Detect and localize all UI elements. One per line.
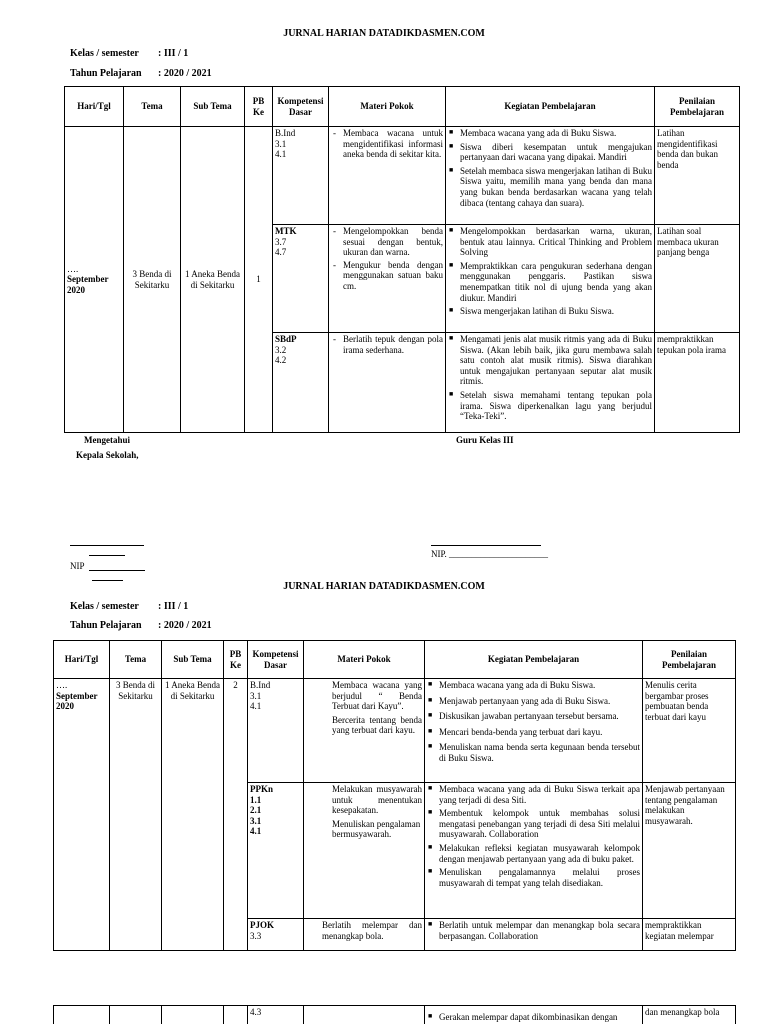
- list-item: ■ Menjawab pertanyaan yang ada di Buku Siswa.: [427, 696, 640, 707]
- kd-subject: B.Ind: [250, 680, 271, 690]
- kd-codes: 3.7 4.7: [275, 236, 287, 258]
- class-label: Kelas / semester: [70, 601, 139, 612]
- kd-subject: PJOK: [250, 920, 274, 930]
- list-item: ■ Diskusikan jawaban pertanyaan tersebut bersama.: [427, 711, 640, 722]
- header-penilaian: Penilaian Pembelajaran: [655, 87, 740, 127]
- kd-subject: MTK: [275, 226, 297, 236]
- header-materi: Materi Pokok: [329, 87, 446, 127]
- table-row: [54, 1006, 736, 1024]
- kegiatan-cell: [446, 333, 655, 433]
- subtheme-cell: 1 Aneka Benda di Sekitarku: [181, 127, 245, 433]
- year-label: Tahun Pelajaran: [70, 68, 142, 79]
- class-value: : III / 1: [158, 48, 189, 59]
- list-item: ■ Menuliskan nama benda serta kegunaan benda tersebut di Buku Siswa.: [427, 742, 640, 763]
- theme-cell: 3 Benda di Sekitarku: [110, 679, 162, 951]
- kd-codes: 1.1 2.1 3.1 4.1: [250, 794, 262, 837]
- day-month: September 2020: [67, 274, 109, 295]
- pb-cell: 1: [245, 127, 273, 433]
- kd-codes: 3.3: [250, 930, 262, 941]
- journal1-year-row: [70, 68, 270, 80]
- header-day: Hari/Tgl: [54, 641, 110, 679]
- header-subtheme: Sub Tema: [181, 87, 245, 127]
- penilaian-cell: Latihan mengidentifikasi benda dan bukan benda: [655, 127, 740, 225]
- day-prefix: ….: [56, 680, 68, 690]
- kegiatan-cell: [425, 783, 643, 919]
- materi-line: Menuliskan pengalaman bermusyawarah.: [332, 818, 421, 840]
- list-item: ■ Siswa diberi kesempatan untuk mengajukan pertanyaan dari wacana yang dipakai. Mandiri: [448, 142, 652, 163]
- kd-cell: [248, 679, 304, 783]
- journal1-title: JURNAL HARIAN DATADIKDASMEN.COM: [283, 28, 485, 39]
- list-item: ■ Membaca wacana yang ada di Buku Siswa terkait apa yang terjadi di desa Siti.: [427, 784, 640, 805]
- header-kd: Kompetensi Dasar: [273, 87, 329, 127]
- penilaian-cell: Menulis cerita bergambar proses pembuatan benda terbuat dari kayu: [643, 679, 736, 783]
- day-cell: [65, 127, 124, 433]
- list-item: ■ Mencari benda-benda yang terbuat dari kayu.: [427, 727, 640, 738]
- class-value: : III / 1: [158, 601, 189, 612]
- kd-cell: [248, 919, 304, 951]
- day-month: September 2020: [56, 690, 98, 712]
- table-row: [54, 679, 736, 783]
- sign-right: Guru Kelas III: [456, 435, 514, 445]
- header-day: Hari/Tgl: [65, 87, 124, 127]
- kd-codes: 3.1 4.1: [275, 138, 287, 160]
- materi-cell: [304, 679, 425, 783]
- header-kd: Kompetensi Dasar: [248, 641, 304, 679]
- header-row: [65, 87, 740, 127]
- header-subtheme: Sub Tema: [162, 641, 224, 679]
- header-theme: Tema: [110, 641, 162, 679]
- year-value: : 2020 / 2021: [158, 68, 212, 79]
- list-item: - Membaca wacana untuk mengidentifikasi informasi aneka benda di sekitar kita.: [331, 128, 443, 160]
- kd-codes: 3.2 4.2: [275, 344, 287, 366]
- kegiatan-cell: [425, 919, 643, 951]
- materi-line: Bercerita tentang benda yang terbuat dari kayu.: [332, 714, 422, 736]
- pb-cell: 2: [224, 679, 248, 951]
- nip-right: NIP. ______________________: [431, 549, 549, 559]
- header-materi: Materi Pokok: [304, 641, 425, 679]
- kd-cell: [273, 225, 329, 333]
- materi-cell: [304, 919, 425, 951]
- kegiatan-cell: [425, 1006, 643, 1024]
- materi-cell: [329, 225, 446, 333]
- kd-subject: B.Ind: [275, 128, 296, 138]
- journal1-table: [64, 86, 740, 433]
- penilaian-cell: Latihan soal membaca ukuran panjang benga: [655, 225, 740, 333]
- penilaian-cell: mempraktikkan tepukan pola irama: [655, 333, 740, 433]
- day-cell: [54, 1006, 110, 1024]
- pb-cell: [224, 1006, 248, 1024]
- list-item: ■ Membaca wacana yang ada di Buku Siswa.: [448, 128, 652, 139]
- journal2-continuation-table: [53, 1005, 736, 1024]
- kegiatan-cell: [446, 225, 655, 333]
- list-item: ■ Berlatih untuk melempar dan menangkap bola secara berpasangan. Collaboration: [427, 920, 640, 941]
- journal2-year-row: [70, 620, 270, 632]
- day-cell: [54, 679, 110, 951]
- kd-cell: [273, 333, 329, 433]
- year-value: : 2020 / 2021: [158, 620, 212, 631]
- journal2-table: [53, 640, 736, 951]
- signature-line: [89, 570, 145, 571]
- materi-line: Berlatih melempar dan menangkap bola.: [322, 920, 422, 941]
- journal1-class-row: [70, 48, 270, 60]
- materi-line: Membaca wacana yang berjudul “ Benda Terbuat dari Kayu”.: [332, 680, 422, 712]
- theme-cell: [110, 1006, 162, 1024]
- list-item: ■ Setelah membaca siswa mengerjakan latihan di Buku Siswa yaitu, memilih mana yang benda dan mana yang bukan benda berdasarkan wacana yang telah dibaca (tentang cahaya dan suara).: [448, 166, 652, 208]
- list-item: ■ Membaca wacana yang ada di Buku Siswa.: [427, 680, 640, 691]
- header-penilaian: Penilaian Pembelajaran: [643, 641, 736, 679]
- list-item: ■ Siswa mengerjakan latihan di Buku Siswa.: [448, 306, 652, 317]
- day-prefix: ….: [67, 263, 79, 274]
- kd-cell: [248, 783, 304, 919]
- kd-codes: 4.3: [250, 1007, 262, 1017]
- signature-line: [431, 545, 541, 546]
- materi-cell: [329, 127, 446, 225]
- materi-line: Melakukan musyawarah untuk menentukan kesepakatan.: [332, 784, 422, 816]
- header-theme: Tema: [124, 87, 181, 127]
- kegiatan-cell: [446, 127, 655, 225]
- table-row: [65, 127, 740, 225]
- kd-codes: 3.1 4.1: [250, 690, 262, 712]
- sign-left-2: Kepala Sekolah,: [76, 450, 139, 460]
- list-item: ■ Membentuk kelompok untuk membahas solusi mengatasi penebangan yang terjadi di desa Siti melalui musyawarah. Collaboration: [427, 808, 640, 840]
- penilaian-cell: mempraktikkan kegiatan melempar: [643, 919, 736, 951]
- kd-cell: [248, 1006, 304, 1024]
- kd-subject: PPKn: [250, 784, 274, 794]
- list-item: - Mengukur benda dengan menggunakan satuan baku cm.: [331, 260, 443, 292]
- class-label: Kelas / semester: [70, 48, 139, 59]
- list-item: ■ Mengamati jenis alat musik ritmis yang ada di Buku Siswa. (Akan lebih baik, jika guru membawa salah satu contoh alat musik ritmis). Siswa diarahkan untuk mengajukan pertanyaan seputar alat musik ritmis.: [448, 334, 652, 387]
- list-item: ■ Menuliskan pengalamannya melalui proses musyawarah di tempat yang telah disediakan.: [427, 867, 640, 888]
- list-item: ■ Setelah siswa memahami tentang tepukan pola irama. Siswa diperkenalkan lagu yang berjudul “Teka-Teki”.: [448, 390, 652, 422]
- header-kegiatan: Kegiatan Pembelajaran: [446, 87, 655, 127]
- list-item: - Mengelompokkan benda sesuai dengan bentuk, ukuran dan warna.: [331, 226, 443, 258]
- materi-cell: [304, 1006, 425, 1024]
- subtheme-cell: [162, 1006, 224, 1024]
- header-pb: PB Ke: [224, 641, 248, 679]
- theme-cell: 3 Benda di Sekitarku: [124, 127, 181, 433]
- header-pb: PB Ke: [245, 87, 273, 127]
- nip-left: NIP: [70, 561, 85, 571]
- list-item: ■ Melakukan refleksi kegiatan musyawarah kelompok dengan menjawab pertanyaan yang ada di buku paket.: [427, 843, 640, 864]
- materi-cell: [329, 333, 446, 433]
- list-item: ■ Mempraktikkan cara pengukuran sederhana dengan menggunakan penggaris. Pastikan siswa menempatkan titik nol di ujung benda yang akan diukur. Mandiri: [448, 261, 652, 303]
- materi-cell: [304, 783, 425, 919]
- list-item: - Berlatih tepuk dengan pola irama sederhana.: [331, 334, 443, 355]
- list-item: ■ Gerakan melempar dapat dikombinasikan dengan: [427, 1012, 640, 1023]
- header-kegiatan: Kegiatan Pembelajaran: [425, 641, 643, 679]
- signature-line: [70, 545, 144, 546]
- year-label: Tahun Pelajaran: [70, 620, 142, 631]
- kd-subject: SBdP: [275, 334, 297, 344]
- subtheme-cell: 1 Aneka Benda di Sekitarku: [162, 679, 224, 951]
- penilaian-cell: Menjawab pertanyaan tentang pengalaman melakukan musyawarah.: [643, 783, 736, 919]
- journal2-class-row: [70, 601, 270, 613]
- list-item: ■ Mengelompokkan berdasarkan warna, ukuran, bentuk atau lainnya. Critical Thinking and Problem Solving: [448, 226, 652, 258]
- kegiatan-cell: [425, 679, 643, 783]
- sign-left-1: Mengetahui: [84, 435, 130, 445]
- signature-line: [89, 555, 125, 556]
- header-row: [54, 641, 736, 679]
- journal2-title: JURNAL HARIAN DATADIKDASMEN.COM: [283, 581, 485, 592]
- penilaian-cell: dan menangkap bola: [643, 1006, 736, 1024]
- kd-cell: [273, 127, 329, 225]
